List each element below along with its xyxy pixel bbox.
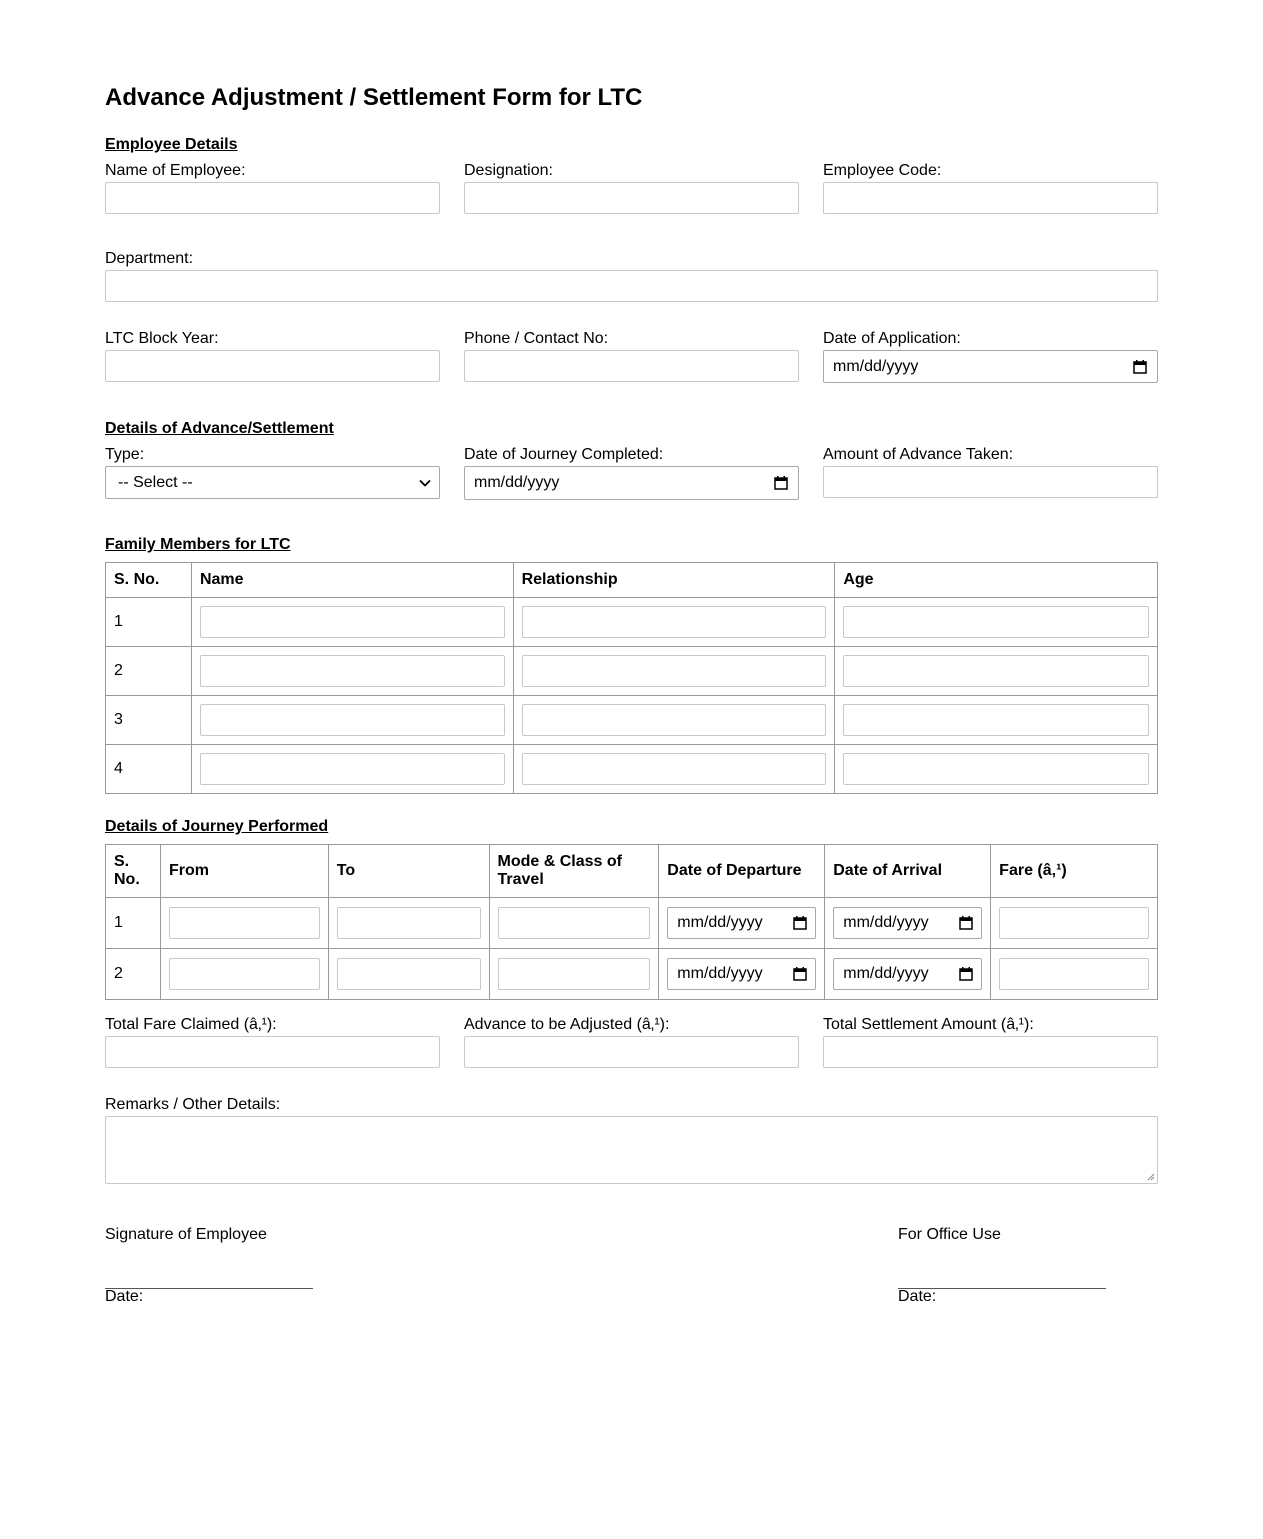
type-select[interactable]	[105, 466, 440, 499]
journey-fare-input[interactable]	[999, 958, 1149, 990]
employee-code-label: Employee Code:	[823, 162, 942, 179]
advance-amount-label: Amount of Advance Taken:	[823, 446, 1014, 463]
table-row	[106, 598, 1158, 647]
total-settlement-label: Total Settlement Amount (â‚¹):	[823, 1016, 1034, 1033]
designation-input[interactable]	[464, 182, 799, 214]
family-name-input[interactable]	[200, 606, 505, 638]
date-of-application-label: Date of Application:	[823, 330, 961, 347]
date-placeholder: mm/dd/yyyy	[833, 357, 919, 375]
family-age-input[interactable]	[843, 606, 1149, 638]
journey-date-input[interactable]	[464, 466, 799, 500]
family-age-input[interactable]	[843, 704, 1149, 736]
journey-to-input[interactable]	[337, 958, 481, 990]
journey-details-heading: Details of Journey Performed	[105, 818, 329, 835]
table-row	[106, 898, 1158, 949]
type-label: Type:	[105, 446, 145, 463]
employee-date-label: Date:	[105, 1288, 144, 1302]
column-header: Date of Departure	[659, 845, 825, 898]
journey-from-input[interactable]	[169, 958, 320, 990]
table-row	[106, 745, 1158, 794]
type-selected-value: -- Select --	[118, 473, 193, 491]
row-number: 3	[106, 696, 192, 745]
name-label: Name of Employee:	[105, 162, 246, 179]
column-header: Mode & Class of Travel	[489, 845, 659, 898]
column-header: S. No.	[106, 845, 161, 898]
departure-date-input[interactable]	[667, 958, 816, 990]
department-label: Department:	[105, 250, 194, 267]
family-table	[105, 562, 1158, 794]
journey-table	[105, 844, 1158, 1000]
office-date-label: Date:	[898, 1288, 937, 1302]
advance-adjusted-label: Advance to be Adjusted (â‚¹):	[464, 1016, 670, 1033]
column-header: Age	[835, 563, 1158, 598]
resize-grip-icon[interactable]	[1147, 1173, 1155, 1181]
calendar-icon[interactable]	[959, 967, 973, 981]
column-header: From	[160, 845, 328, 898]
date-placeholder: mm/dd/yyyy	[843, 965, 929, 982]
journey-date-label: Date of Journey Completed:	[464, 446, 664, 463]
column-header: Fare (â‚¹)	[991, 845, 1158, 898]
family-age-input[interactable]	[843, 753, 1149, 785]
column-header: Relationship	[513, 563, 835, 598]
chevron-down-icon	[419, 479, 431, 487]
advance-amount-input[interactable]	[823, 466, 1158, 498]
date-placeholder: mm/dd/yyyy	[474, 474, 560, 491]
column-header: Name	[191, 563, 513, 598]
total-settlement-input[interactable]	[823, 1036, 1158, 1068]
calendar-icon[interactable]	[774, 476, 788, 490]
date-of-application-input[interactable]	[823, 350, 1158, 383]
family-relationship-input[interactable]	[522, 655, 827, 687]
designation-label: Designation:	[464, 162, 553, 179]
office-use-label: For Office Use	[898, 1226, 1001, 1243]
advance-details-heading: Details of Advance/Settlement	[105, 420, 334, 437]
ltc-block-year-label: LTC Block Year:	[105, 330, 219, 347]
row-number: 4	[106, 745, 192, 794]
table-row	[106, 647, 1158, 696]
calendar-icon[interactable]	[793, 916, 807, 930]
journey-from-input[interactable]	[169, 907, 320, 939]
employee-signature-label: Signature of Employee	[105, 1226, 267, 1243]
department-input[interactable]	[105, 270, 1158, 302]
family-age-input[interactable]	[843, 655, 1149, 687]
remarks-textarea[interactable]	[105, 1116, 1158, 1184]
phone-input[interactable]	[464, 350, 799, 382]
family-name-input[interactable]	[200, 704, 505, 736]
phone-label: Phone / Contact No:	[464, 330, 609, 347]
advance-adjusted-input[interactable]	[464, 1036, 799, 1068]
family-name-input[interactable]	[200, 753, 505, 785]
arrival-date-input[interactable]	[833, 958, 982, 990]
journey-to-input[interactable]	[337, 907, 481, 939]
column-header: To	[328, 845, 489, 898]
total-fare-input[interactable]	[105, 1036, 440, 1068]
arrival-date-input[interactable]	[833, 907, 982, 939]
calendar-icon[interactable]	[959, 916, 973, 930]
journey-fare-input[interactable]	[999, 907, 1149, 939]
row-number: 1	[106, 598, 192, 647]
family-members-heading: Family Members for LTC	[105, 536, 291, 553]
family-name-input[interactable]	[200, 655, 505, 687]
family-relationship-input[interactable]	[522, 704, 827, 736]
remarks-label: Remarks / Other Details:	[105, 1096, 281, 1113]
table-row	[106, 949, 1158, 1000]
name-input[interactable]	[105, 182, 440, 214]
page-title: Advance Adjustment / Settlement Form for LTC	[105, 84, 643, 111]
row-number: 1	[106, 898, 161, 949]
date-placeholder: mm/dd/yyyy	[677, 914, 763, 931]
column-header: Date of Arrival	[825, 845, 991, 898]
departure-date-input[interactable]	[667, 907, 816, 939]
date-placeholder: mm/dd/yyyy	[843, 914, 929, 931]
date-placeholder: mm/dd/yyyy	[677, 965, 763, 982]
family-relationship-input[interactable]	[522, 606, 827, 638]
ltc-block-year-input[interactable]	[105, 350, 440, 382]
journey-mode-input[interactable]	[498, 958, 651, 990]
total-fare-label: Total Fare Claimed (â‚¹):	[105, 1016, 277, 1033]
table-row	[106, 696, 1158, 745]
row-number: 2	[106, 647, 192, 696]
calendar-icon[interactable]	[793, 967, 807, 981]
row-number: 2	[106, 949, 161, 1000]
employee-details-heading: Employee Details	[105, 136, 238, 153]
calendar-icon[interactable]	[1133, 360, 1147, 374]
employee-code-input[interactable]	[823, 182, 1158, 214]
column-header: S. No.	[106, 563, 192, 598]
family-relationship-input[interactable]	[522, 753, 827, 785]
journey-mode-input[interactable]	[498, 907, 651, 939]
